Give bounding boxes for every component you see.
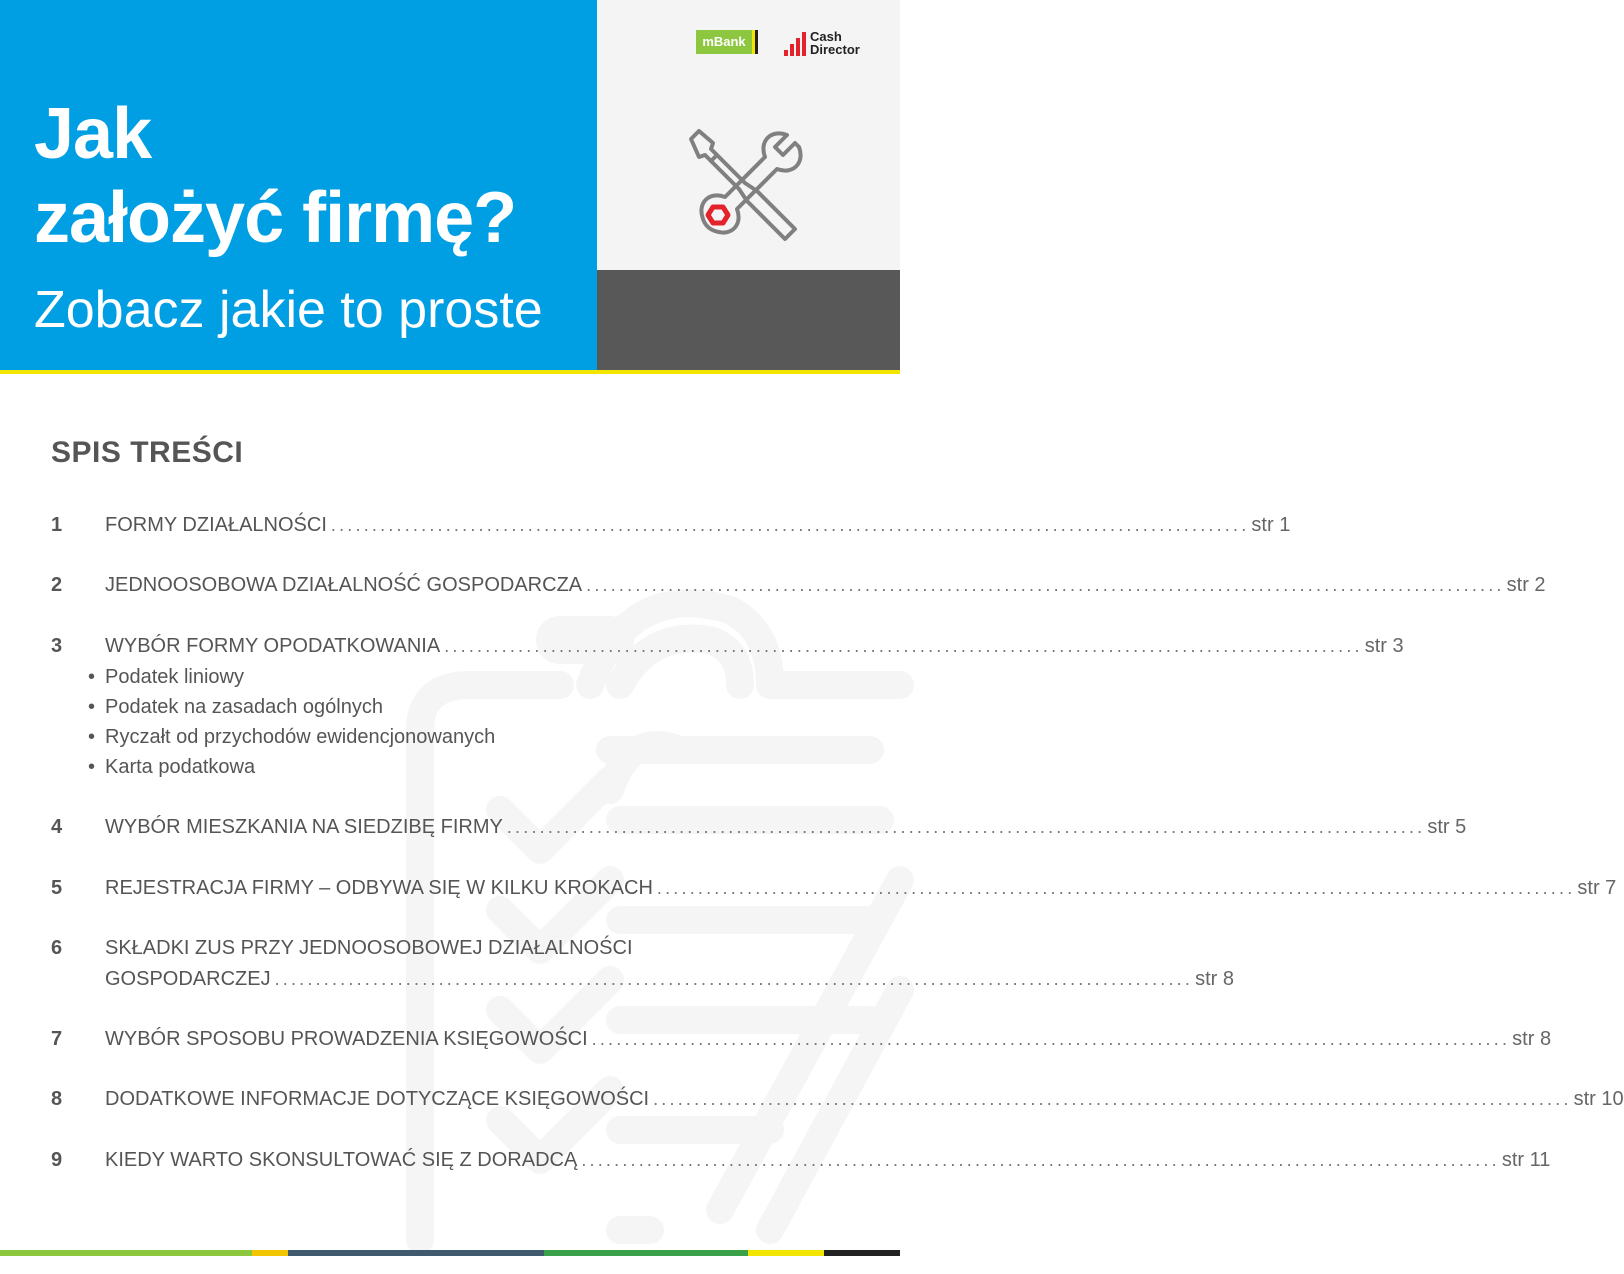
toc-item-page: str 8	[1195, 968, 1234, 990]
toc-item[interactable]	[0, 631, 1404, 661]
toc-item-line	[105, 1084, 1624, 1114]
toc-item[interactable]	[0, 1145, 1551, 1175]
title-line-2: założyć firmę?	[34, 178, 517, 258]
toc-subitem[interactable]	[88, 692, 383, 722]
toc-item-title: GOSPODARCZEJ	[105, 968, 271, 990]
toc-item-page: str 11	[1501, 1149, 1551, 1171]
cashdirector-logo-text: Cash Director	[810, 29, 860, 57]
toc-item-line	[105, 964, 1234, 994]
page-title	[34, 92, 516, 260]
toc-item-page: str 7	[1577, 877, 1617, 899]
toc-leader-dots: ................................................................................................................	[581, 1150, 1500, 1170]
toc-leader-dots: ................................................................................................................	[506, 817, 1426, 837]
toc-item-page: str 3	[1364, 635, 1404, 657]
dark-panel	[597, 270, 900, 370]
toc-item-title: KIEDY WARTO SKONSULTOWAĆ SIĘ Z DORADCĄ	[105, 1149, 578, 1171]
toc-item-title: JEDNOOSOBOWA DZIAŁALNOŚĆ GOSPODARCZA	[105, 574, 583, 596]
toc-item[interactable]	[0, 1024, 1552, 1054]
toc-item-title-line1: SKŁADKI ZUS PRZY JEDNOOSOBOWEJ DZIAŁALNOŚCI	[105, 937, 633, 959]
toc-item[interactable]	[0, 873, 1617, 903]
cashdirector-bars-icon	[784, 30, 808, 56]
toc-item[interactable]	[0, 510, 1291, 540]
toc-item-page: str 2	[1506, 574, 1546, 596]
footer-segment-lightyellow	[748, 1250, 824, 1256]
footer-segment-black	[824, 1250, 900, 1256]
toc-subitem-label: Podatek na zasadach ogólnych	[105, 696, 383, 718]
toc-item-title: DODATKOWE INFORMACJE DOTYCZĄCE KSIĘGOWOŚCI	[105, 1088, 650, 1110]
toc-heading: SPIS TREŚCI	[51, 436, 244, 469]
toc-leader-dots: ................................................................................................................	[656, 878, 1576, 898]
mbank-stripe-black	[755, 30, 758, 54]
toc-item-line	[105, 812, 1467, 842]
footer-segment-darkgreen	[544, 1250, 748, 1256]
toc-leader-dots: ................................................................................................................	[330, 515, 1250, 535]
toc-item-page: str 8	[1512, 1028, 1552, 1050]
mbank-logo	[696, 30, 762, 54]
toc-item-title: REJESTRACJA FIRMY – ODBYWA SIĘ W KILKU KROKACH	[105, 877, 653, 899]
footer-segment-navy	[288, 1250, 544, 1256]
toc-item-number: 3	[51, 635, 63, 657]
footer-segment-yellow	[252, 1250, 288, 1256]
mbank-logo-text: mBank	[696, 30, 752, 54]
toc-item-number: 6	[51, 937, 63, 959]
toc-item-number: 8	[51, 1088, 63, 1110]
toc-item-line	[105, 570, 1546, 600]
toc-subitem[interactable]	[88, 722, 495, 752]
toc-item-number: 5	[51, 877, 63, 899]
toc-item[interactable]	[0, 933, 1234, 995]
toc-subitem[interactable]	[88, 662, 244, 692]
toc-item-number: 7	[51, 1028, 63, 1050]
toc-item-title: WYBÓR MIESZKANIA NA SIEDZIBĘ FIRMY	[105, 816, 503, 838]
footer-color-bar	[0, 1250, 900, 1256]
wrench-screwdriver-icon	[683, 125, 805, 247]
toc-item-number: 9	[51, 1149, 63, 1171]
page-subtitle: Zobacz jakie to proste	[34, 281, 543, 339]
toc-item-title: FORMY DZIAŁALNOŚCI	[105, 514, 327, 536]
toc-leader-dots: ................................................................................................................	[653, 1089, 1572, 1109]
hero-banner	[0, 0, 597, 370]
accent-divider	[0, 370, 900, 374]
toc-item-line	[105, 873, 1617, 903]
toc-leader-dots: ................................................................................................................	[444, 636, 1363, 656]
bullet-icon: •	[88, 726, 96, 748]
toc-subitem-label: Karta podatkowa	[105, 756, 256, 778]
toc-item[interactable]	[0, 812, 1467, 842]
toc-subitem[interactable]	[88, 752, 255, 782]
bullet-icon: •	[88, 756, 96, 778]
toc-leader-dots: ................................................................................................................	[591, 1029, 1511, 1049]
toc-item-page: str 10	[1573, 1088, 1624, 1110]
toc-subitem-label: Podatek liniowy	[105, 666, 244, 688]
toc-leader-dots: ................................................................................................................	[274, 969, 1194, 989]
footer-segment-green	[0, 1250, 252, 1256]
toc-item-number: 2	[51, 574, 63, 596]
toc-item[interactable]	[0, 1084, 1624, 1114]
toc-leader-dots: ................................................................................................................	[586, 575, 1505, 595]
toc-item-line	[105, 1024, 1552, 1054]
toc-item-number: 1	[51, 514, 63, 536]
toc-item-number: 4	[51, 816, 63, 838]
toc-item[interactable]	[0, 570, 1546, 600]
toc-item-title: WYBÓR FORMY OPODATKOWANIA	[105, 635, 441, 657]
toc-item-line	[105, 631, 1404, 661]
toc-item-page: str 1	[1251, 514, 1291, 536]
cashdirector-logo	[784, 30, 874, 58]
toc-item-line	[105, 1145, 1551, 1175]
bullet-icon: •	[88, 696, 96, 718]
toc-item-title: WYBÓR SPOSOBU PROWADZENIA KSIĘGOWOŚCI	[105, 1028, 588, 1050]
bullet-icon: •	[88, 666, 96, 688]
toc-subitem-label: Ryczałt od przychodów ewidencjonowanych	[105, 726, 496, 748]
toc-item-page: str 5	[1427, 816, 1467, 838]
toc-item-line	[105, 510, 1291, 540]
title-line-1: Jak	[34, 94, 152, 174]
